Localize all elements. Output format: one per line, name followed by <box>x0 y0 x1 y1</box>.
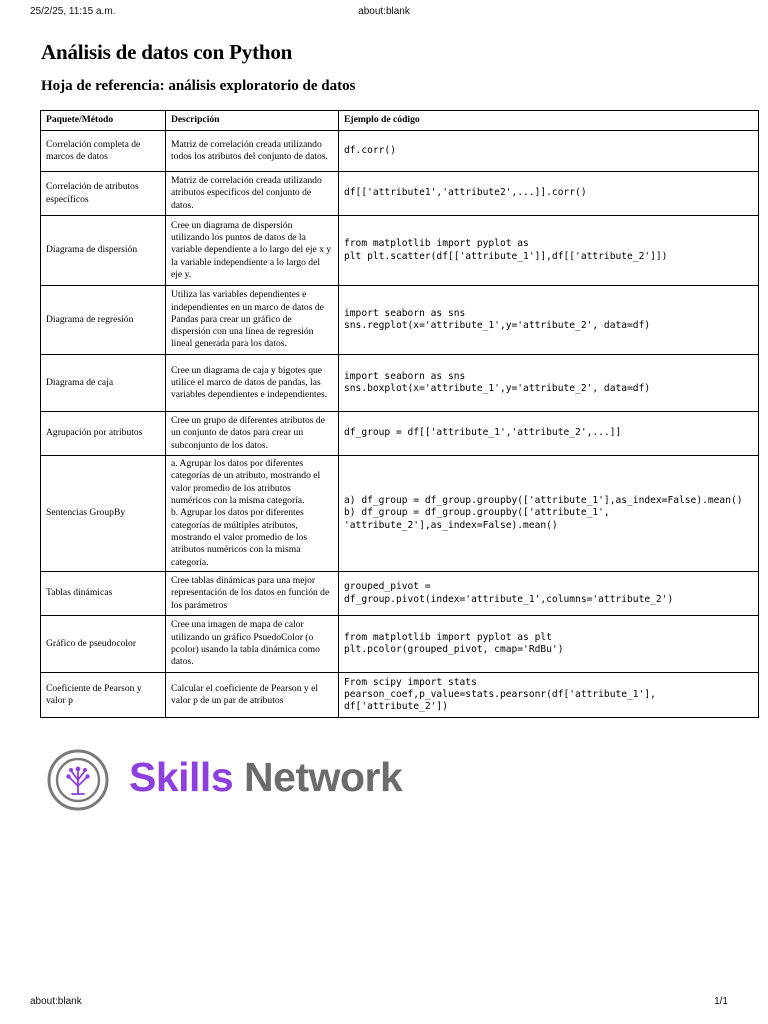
table-row <box>41 616 759 673</box>
code-cell: df[['attribute1','attribute2',...]].corr() <box>339 172 759 216</box>
reference-table <box>40 110 759 718</box>
method-cell: Diagrama de regresión <box>41 286 166 355</box>
method-cell: Agrupación por atributos <box>41 412 166 456</box>
code-cell: from matplotlib import pyplot as plt plt.scatter(df[['attribute_1']],df[['attribute_2']]) <box>339 216 759 286</box>
code-cell: From scipy import stats pearson_coef,p_value=stats.pearsonr(df['attribute_1'], df['attribute_2']) <box>339 673 759 718</box>
print-footer <box>30 996 738 1010</box>
method-cell: Diagrama de caja <box>41 355 166 412</box>
page-number: 1/1 <box>714 996 728 1007</box>
logo-word-network: Network <box>244 754 403 800</box>
table-row <box>41 286 759 355</box>
skills-network-tree-icon <box>46 748 110 812</box>
code-cell: import seaborn as sns sns.boxplot(x='attribute_1',y='attribute_2', data=df) <box>339 355 759 412</box>
column-header-method: Paquete/Método <box>41 111 166 131</box>
column-header-description: Descripción <box>166 111 339 131</box>
print-datetime: 25/2/25, 11:15 a.m. <box>30 6 116 17</box>
table-row <box>41 216 759 286</box>
document-subtitle: Hoja de referencia: análisis exploratorio de datos <box>41 78 356 94</box>
code-cell: df.corr() <box>339 131 759 172</box>
print-header <box>30 6 738 20</box>
description-cell: Matriz de correlación creada utilizando todos los atributos del conjunto de datos. <box>166 131 339 172</box>
table-row <box>41 572 759 616</box>
table-row <box>41 355 759 412</box>
method-cell: Coeficiente de Pearson y valor p <box>41 673 166 718</box>
code-cell: a) df_group = df_group.groupby(['attribute_1'],as_index=False).mean() b) df_group = df_group.groupby(['attribute_1', 'attribute_2'],as_index=False).mean() <box>339 456 759 572</box>
description-cell: Cree un diagrama de caja y bigotes que utilice el marco de datos de pandas, las variables dependientes e independientes. <box>166 355 339 412</box>
table-row <box>41 412 759 456</box>
code-cell: from matplotlib import pyplot as plt plt.pcolor(grouped_pivot, cmap='RdBu') <box>339 616 759 673</box>
table-row <box>41 131 759 172</box>
description-cell: Cree un grupo de diferentes atributos de un conjunto de datos para crear un subconjunto de los datos. <box>166 412 339 456</box>
description-cell: Cree una imagen de mapa de calor utilizando un gráfico PsuedoColor (o pcolor) usando la tabla dinámica como datos. <box>166 616 339 673</box>
code-cell: import seaborn as sns sns.regplot(x='attribute_1',y='attribute_2', data=df) <box>339 286 759 355</box>
table-row <box>41 172 759 216</box>
method-cell: Sentencias GroupBy <box>41 456 166 572</box>
print-footer-url: about:blank <box>30 996 82 1007</box>
logo-word-skills: Skills <box>129 754 234 800</box>
description-cell: Calcular el coeficiente de Pearson y el valor p de un par de atributos <box>166 673 339 718</box>
logo-wordmark <box>129 754 402 801</box>
method-cell: Diagrama de dispersión <box>41 216 166 286</box>
description-cell: a. Agrupar los datos por diferentes categorías de un atributo, mostrando el valor promedio de los atributos numéricos con la misma categoría. b. Agrupar los datos por diferentes categorías de múltiples atributos, mostrando el valor promedio de los atributos numéricos con la misma categoría. <box>166 456 339 572</box>
method-cell: Correlación completa de marcos de datos <box>41 131 166 172</box>
description-cell: Cree un diagrama de dispersión utilizando los puntos de datos de la variable dependiente a lo largo del eje x y la variable independiente a lo largo del eje y. <box>166 216 339 286</box>
code-cell: grouped_pivot = df_group.pivot(index='attribute_1',columns='attribute_2') <box>339 572 759 616</box>
skills-network-logo <box>46 748 466 814</box>
table-header-row <box>41 111 759 131</box>
method-cell: Correlación de atributos específicos <box>41 172 166 216</box>
method-cell: Gráfico de pseudocolor <box>41 616 166 673</box>
description-cell: Cree tablas dinámicas para una mejor representación de los datos en función de los parámetros <box>166 572 339 616</box>
method-cell: Tablas dinámicas <box>41 572 166 616</box>
description-cell: Matriz de correlación creada utilizando atributos específicos del conjunto de datos. <box>166 172 339 216</box>
description-cell: Utiliza las variables dependientes e independientes en un marco de datos de Pandas para crear un gráfico de dispersión con una línea de regresión lineal generada para los datos. <box>166 286 339 355</box>
table-row <box>41 456 759 572</box>
column-header-code: Ejemplo de código <box>339 111 759 131</box>
document-title: Análisis de datos con Python <box>41 40 293 64</box>
table-row <box>41 673 759 718</box>
print-header-url: about:blank <box>358 6 410 17</box>
code-cell: df_group = df[['attribute_1','attribute_2',...]] <box>339 412 759 456</box>
